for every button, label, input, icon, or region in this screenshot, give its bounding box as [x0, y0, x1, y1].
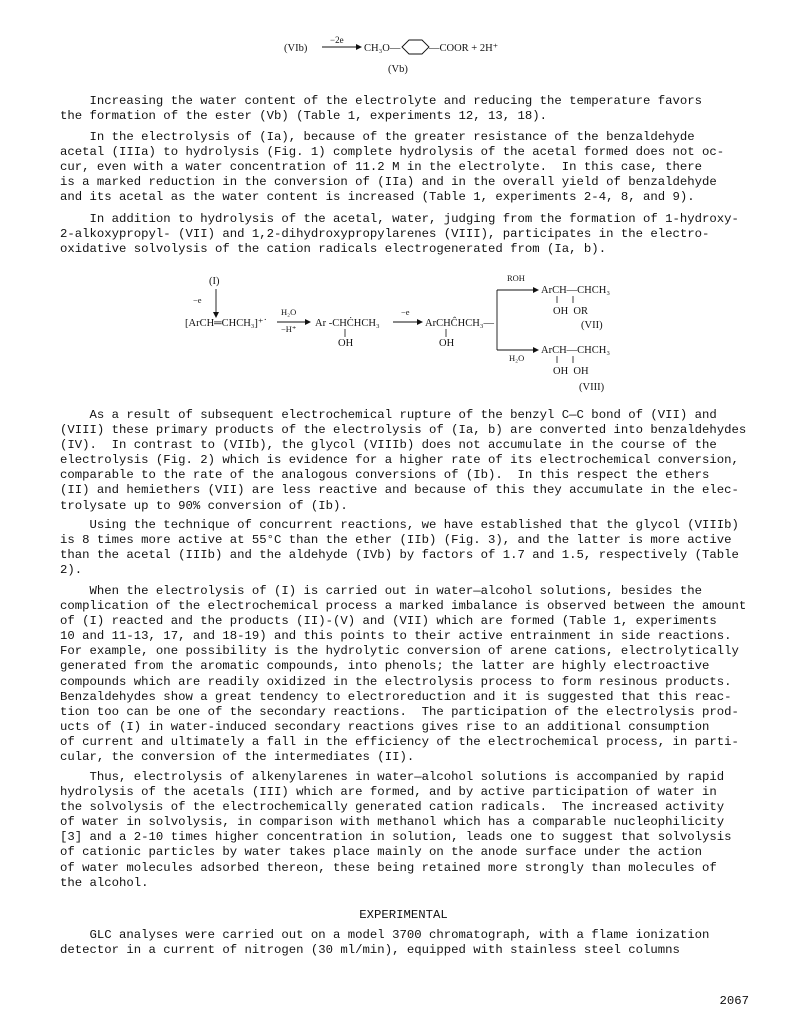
benzene-ring	[402, 40, 429, 54]
scheme-roh: ROH	[507, 273, 525, 283]
reaction-product-left: CH₃O—	[364, 43, 401, 54]
scheme-intermediate-1: Ar -CHĊHCH₃	[315, 318, 380, 329]
reaction-label: (Vb)	[388, 64, 408, 75]
page-number: 2067	[719, 994, 749, 1008]
reaction-scheme	[165, 262, 635, 396]
paragraph-4: As a result of subsequent electrochemical rupture of the benzyl C—C bond of (VII) and (VIII) these primary products of the electrolysis of (Ia, b) are converted into benzaldehydes (IV). In contrast to (VIIb), the glycol (VIIIb) does not accumulate in the course of the electrolysis (Fig. 2) which is evidence for a higher rate of its electrochemical conversion, comparable to the rate of the analogous conversions of (Ib). In this respect the ethers (II) and hemiethers (VII) are less reactive and because of this they accumulate in the elec- trolysate up to 90% conversion of (Ib).	[60, 408, 747, 513]
reaction-reactant: (VIb)	[284, 43, 308, 54]
reaction-product-right: —COOR + 2H⁺	[429, 43, 499, 54]
scheme-minus-h: −H⁺	[281, 324, 297, 334]
scheme-intermediate-2: ArCHĈHCH₃—	[425, 318, 494, 329]
scheme-minus-e-2: −e	[401, 307, 410, 317]
scheme-product-1: ArCH—CHCH₃	[541, 285, 610, 296]
scheme-h2o-top: H₂O	[281, 307, 297, 317]
paragraph-5: Using the technique of concurrent reactions, we have established that the glycol (VIIIb) is 8 times more active at 55°C than the ether (IIb) (Fig. 3), and the latter is more active than the acetal (IIIb) and the aldehyde (IVb) by factors of 1.7 and 1.5, respectively (Table 2).	[60, 518, 739, 578]
scheme-h2o-bottom: H₂O	[509, 353, 525, 363]
scheme-radical: [ArCH═CHCH₃]⁺˙	[185, 318, 267, 329]
reaction-top	[270, 36, 590, 78]
paragraph-7: Thus, electrolysis of alkenylarenes in water—alcohol solutions is accompanied by rapid hydrolysis of the acetals (III) which are formed, and by active participation of water in the solvolysis of the electrochemically generated cation radicals. The increased activity of water in solvolysis, in comparison with methanol which has a comparable nucleophilicity [3] and a 2-10 times higher concentration in solution, leads one to suggest that solvolysis of cationic particles by water takes place mainly on the anode surface under the action of water molecules adsorbed thereon, these being retained more strongly than molecules of the alcohol.	[60, 770, 732, 890]
scheme-product-2: ArCH—CHCH₃	[541, 345, 610, 356]
scheme-label-viii: (VIII)	[579, 382, 605, 393]
experimental-paragraph: GLC analyses were carried out on a model 3700 chromatograph, with a flame ionization detector in a current of nitrogen (30 ml/min), equipped with stainless steel columns	[60, 928, 710, 958]
scheme-minus-e: −e	[193, 295, 202, 305]
scheme-product-2-sub: OH OH	[553, 366, 589, 377]
experimental-heading: EXPERIMENTAL	[359, 908, 448, 922]
scheme-label-vii: (VII)	[581, 320, 603, 331]
scheme-start: (I)	[209, 276, 220, 287]
scheme-oh-2: OH	[439, 338, 455, 349]
paragraph-2: In the electrolysis of (Ia), because of the greater resistance of the benzaldehyde acetal (IIIa) to hydrolysis (Fig. 1) complete hydrolysis of the acetal formed does not oc- cur, even with a water concentration of 11.2 M in the electrolyte. In this case, there is a marked reduction in the conversion of (IIa) and in the overall yield of benzaldehyde and its acetal as the water content is increased (Table 1, experiments 2-4, 8, and 9).	[60, 130, 725, 205]
scheme-product-1-sub: OH OR	[553, 306, 589, 317]
paragraph-6: When the electrolysis of (I) is carried out in water—alcohol solutions, besides the complication of the electrochemical process a marked imbalance is observed between the amount of (I) reacted and the products (II)-(V) and (VII) which are formed (Table 1, experiments 10 and 11-13, 17, and 18-19) and this points to their active entrainment in side reactions. For example, one possibility is the hydrolytic conversion of arene cations, electrolytically generated from the aromatic compounds, into phenols; the latter are highly electroactive compounds which are readily oxidized in the electrolysis process to form resinous products. Benzaldehydes show a great tendency to electroreduction and it is suggested that this reac- tion too can be one of the secondary reactions. The participation of the electrolysis prod- ucts of (I) in water-induced secondary reactions gives rise to an additional consumption of current and ultimately a fall in the efficiency of the electrochemical process, in parti- cular, the conversion of the intermediates (II).	[60, 584, 747, 765]
scheme-oh-1: OH	[338, 338, 354, 349]
paragraph-1: Increasing the water content of the electrolyte and reducing the temperature favors the formation of the ester (Vb) (Table 1, experiments 12, 13, 18).	[60, 94, 703, 124]
reaction-arrow-label: −2e	[330, 36, 344, 45]
paragraph-3: In addition to hydrolysis of the acetal, water, judging from the formation of 1-hydroxy- 2-alkoxypropyl- (VII) and 1,2-dihydroxypropylarenes (VIII), participates in the electro- oxidative solvolysis of the cation radicals electrogenerated from (Ia, b).	[60, 212, 739, 257]
